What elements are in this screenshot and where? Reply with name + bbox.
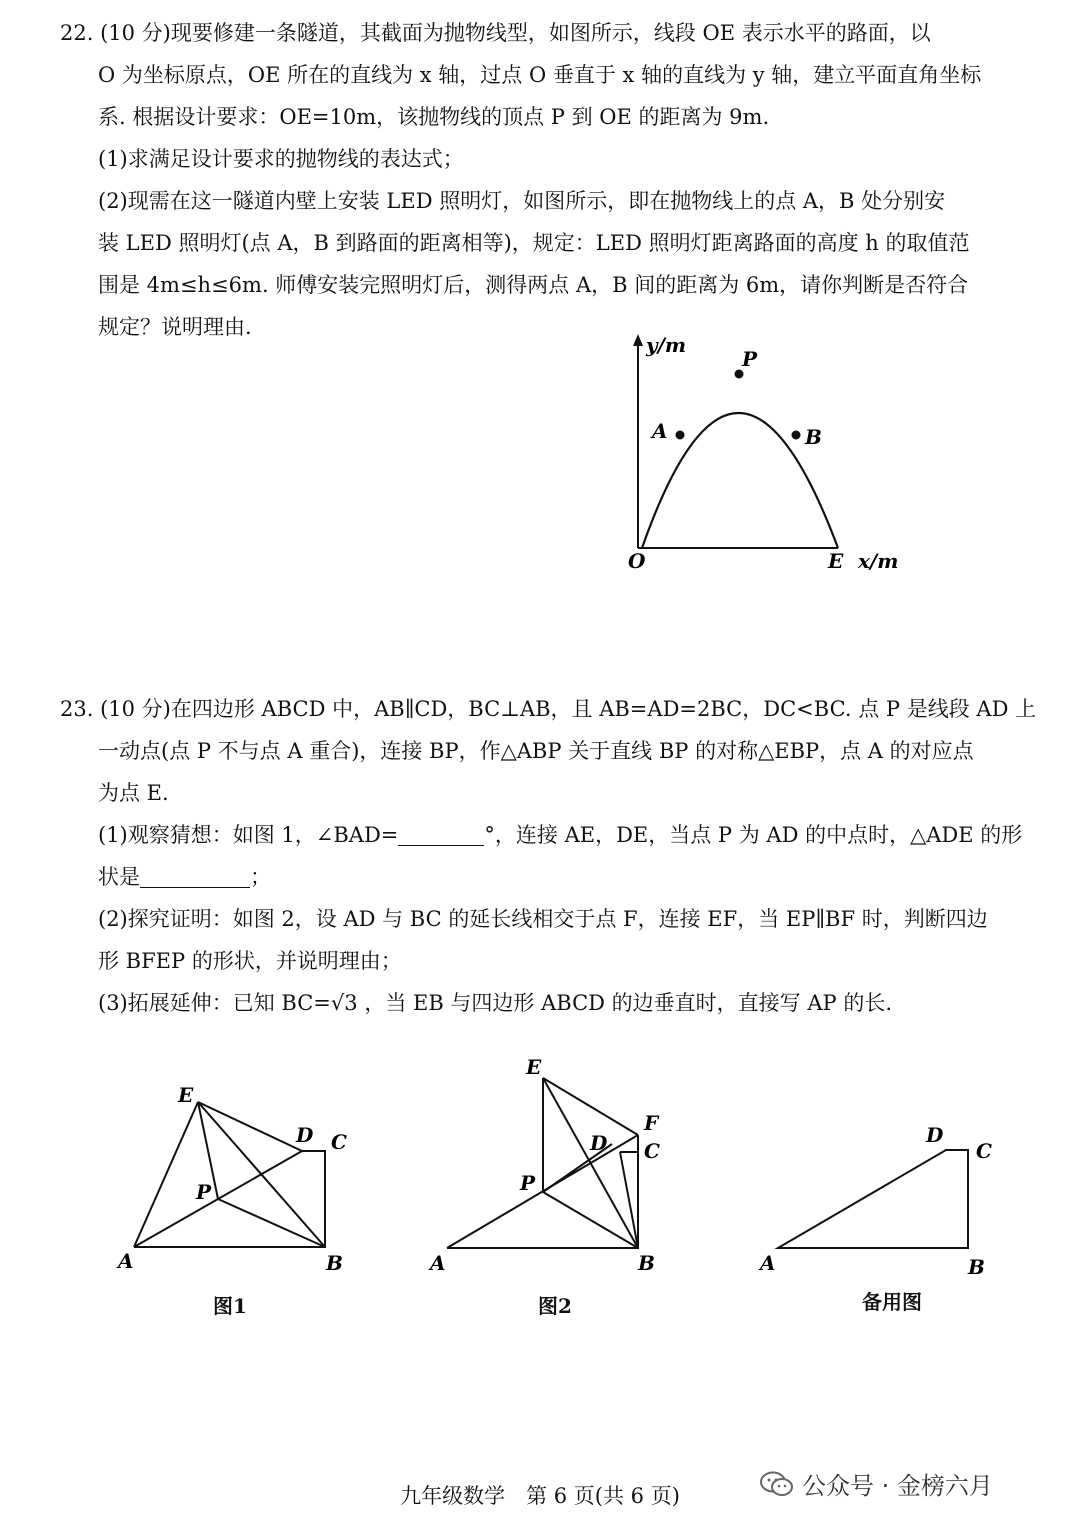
fig3-label-d: D	[926, 1123, 944, 1147]
point-b	[792, 431, 801, 440]
q23-part-1-text-a: (1)观察猜想：如图 1，∠BAD=	[98, 823, 399, 847]
fig2-label-f: F	[644, 1111, 659, 1135]
q22-part-1: (1)求满足设计要求的抛物线的表达式；	[98, 147, 464, 171]
q23-part-3: (3)拓展延伸：已知 BC=√3 ，当 EB 与四边形 ABCD 的边垂直时，直接写 AP 的长.	[98, 991, 892, 1015]
segment-ef	[543, 1078, 638, 1135]
q23-figure-1	[110, 1078, 360, 1278]
q23-line-1: 23. (10 分)在四边形 ABCD 中，AB∥CD，BC⊥AB，且 AB=AD=2BC，DC<BC. 点 P 是线段 AD 上	[60, 697, 1037, 721]
fig1-caption: 图1	[213, 1294, 247, 1318]
label-p: P	[742, 347, 758, 371]
fig2-label-d: D	[590, 1131, 608, 1155]
fig2-label-c: C	[644, 1139, 660, 1163]
label-e: E	[828, 549, 844, 573]
quad-abcd	[778, 1150, 968, 1248]
label-b: B	[805, 425, 822, 449]
label-o: O	[628, 549, 646, 573]
q22-line-1: 22. (10 分)现要修建一条隧道，其截面为抛物线型，如图所示，线段 OE 表示水平的路面，以	[60, 21, 931, 45]
q22-part-2-line-1: (2)现需在这一隧道内壁上安装 LED 照明灯，如图所示，即在抛物线上的点 A，B 处分别安	[98, 189, 946, 213]
fig1-label-e: E	[178, 1083, 194, 1107]
fig2-label-a: A	[430, 1251, 446, 1275]
fig1-label-p: P	[196, 1180, 212, 1204]
watermark	[760, 1466, 993, 1501]
fig1-label-a: A	[118, 1249, 134, 1273]
q23-part-2-line-1: (2)探究证明：如图 2，设 AD 与 BC 的延长线相交于点 F，连接 EF，当 EP∥BF 时，判断四边	[98, 907, 988, 931]
fig3-label-c: C	[976, 1139, 992, 1163]
point-a	[676, 431, 685, 440]
quad-abcd	[134, 1151, 325, 1247]
label-a: A	[652, 419, 668, 443]
page-footer: 九年级数学 第 6 页(共 6 页)	[400, 1484, 680, 1508]
fig1-label-d: D	[296, 1123, 314, 1147]
q23-part-1-text-c: 状是	[98, 865, 140, 889]
fig2-caption: 图2	[538, 1294, 572, 1318]
fig2-label-e: E	[526, 1055, 542, 1079]
q23-part-1-text-d: ；	[250, 865, 271, 889]
segment-ed	[198, 1102, 302, 1151]
segment-bp	[218, 1199, 325, 1247]
segment-eb	[543, 1078, 638, 1248]
fig3-label-b: B	[968, 1255, 985, 1278]
y-axis-arrow-icon	[633, 334, 643, 346]
wechat-icon	[760, 1471, 794, 1497]
q23-part-1-cont	[60, 856, 1040, 898]
q22-part-2-line-4: 规定？说明理由.	[98, 315, 252, 339]
answer-blank-angle	[398, 821, 484, 846]
segment-bp	[543, 1192, 638, 1248]
watermark-text: 公众号 · 金榜六月	[802, 1472, 993, 1500]
x-axis-label: x/m	[858, 549, 899, 573]
q23-part-2-line-2: 形 BFEP 的形状，并说明理由；	[98, 949, 402, 973]
q22-line-2: O 为坐标原点，OE 所在的直线为 x 轴，过点 O 垂直于 x 轴的直线为 y 轴，建立平面直角坐标	[98, 63, 982, 87]
fig3-label-a: A	[760, 1251, 776, 1275]
q23-part-1	[60, 814, 1040, 856]
q22-part-2-line-3: 围是 4m≤h≤6m. 师傅安装完照明灯后，测得两点 A，B 间的距离为 6m，请你判断是否符合	[98, 273, 969, 297]
q23-line-3: 为点 E.	[98, 781, 169, 805]
problem-22	[60, 12, 1040, 348]
q23-part-1-text-b: °，连接 AE，DE，当点 P 为 AD 的中点时，△ADE 的形	[484, 823, 1023, 847]
q22-line-3: 系. 根据设计要求：OE=10m，该抛物线的顶点 P 到 OE 的距离为 9m.	[98, 105, 770, 129]
segment-ae	[134, 1102, 198, 1247]
fig3-caption: 备用图	[862, 1290, 922, 1314]
q23-figure-2	[420, 1050, 680, 1280]
problem-23	[60, 688, 1040, 1024]
q22-parabola-figure	[600, 330, 920, 580]
answer-blank-shape	[140, 863, 250, 888]
fig1-label-c: C	[331, 1130, 347, 1154]
q23-spare-figure	[750, 1118, 1010, 1278]
y-axis-label: y/m	[646, 333, 687, 357]
q23-line-2: 一动点(点 P 不与点 A 重合)，连接 BP，作△ABP 关于直线 BP 的对称△EBP，点 A 的对应点	[98, 739, 974, 763]
fig2-label-b: B	[638, 1251, 655, 1275]
fig1-label-b: B	[326, 1251, 343, 1275]
q22-part-2-line-2: 装 LED 照明灯(点 A，B 到路面的距离相等)，规定：LED 照明灯距离路面的高度 h 的取值范	[98, 231, 970, 255]
fig2-label-p: P	[520, 1171, 536, 1195]
